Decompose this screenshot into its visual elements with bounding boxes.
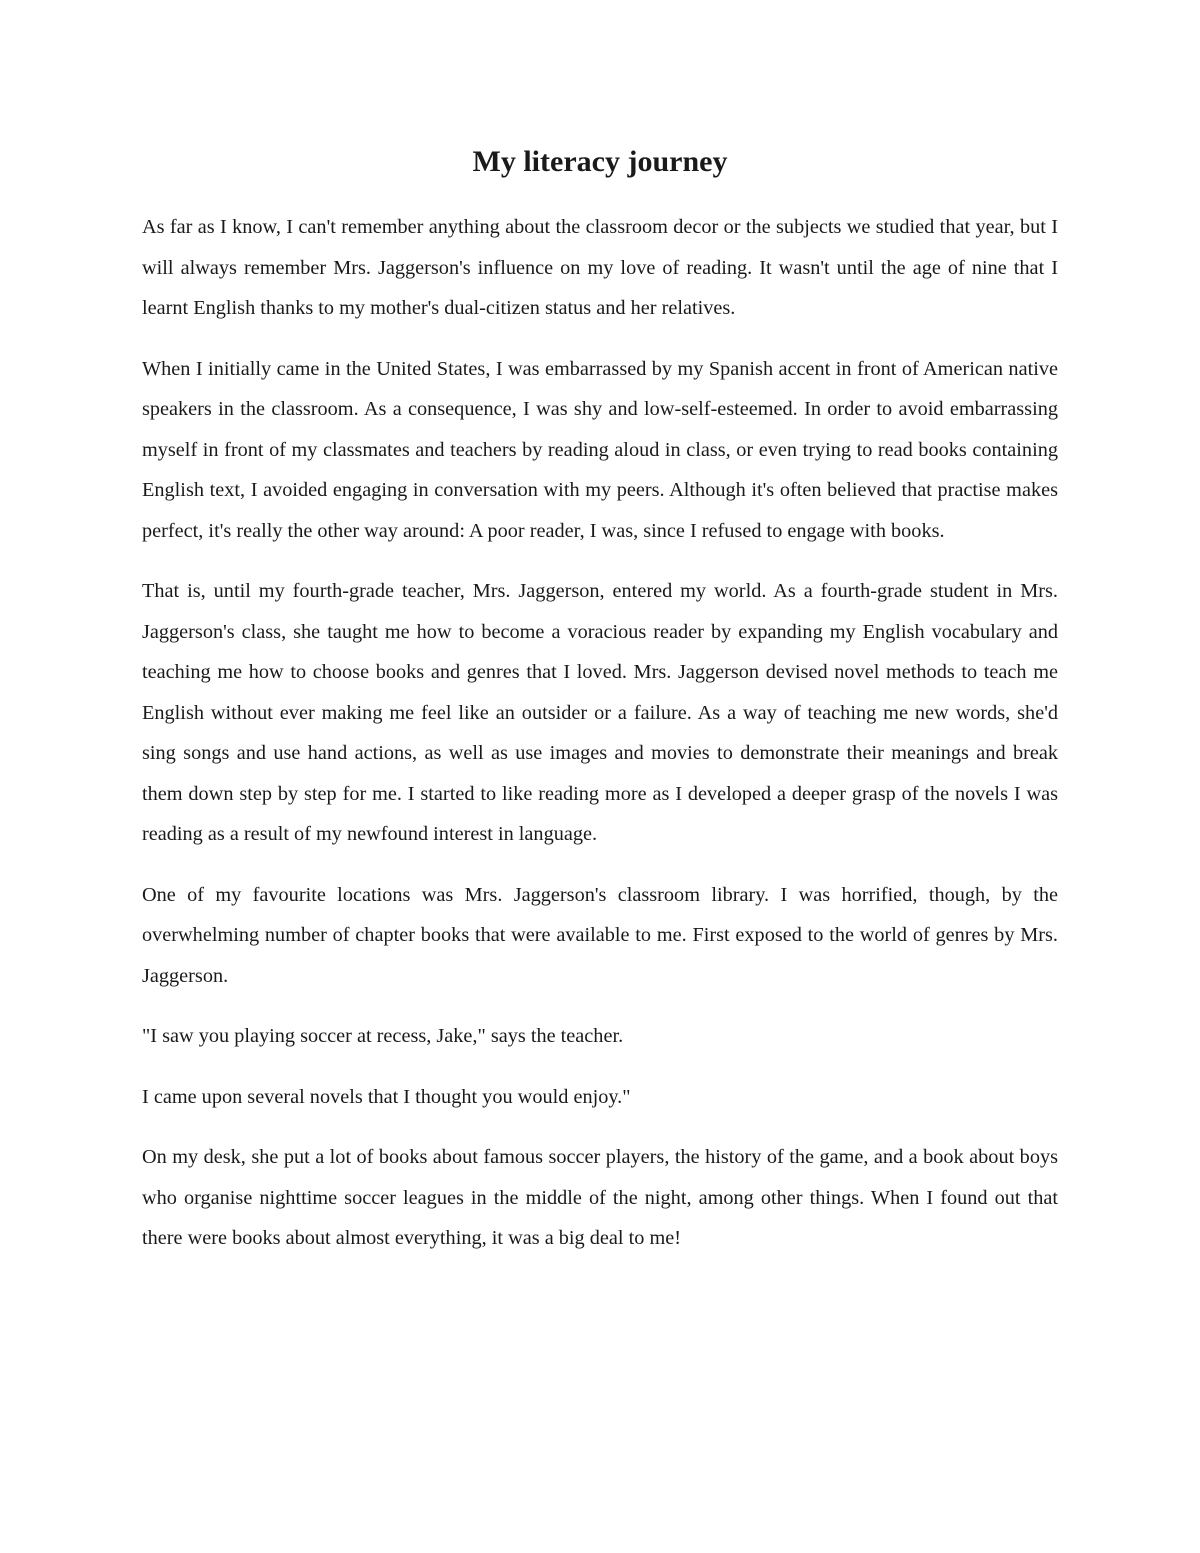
paragraph-3: That is, until my fourth-grade teacher, Mrs. Jaggerson, entered my world. As a fourth-grade student in Mrs. Jaggerson's class, she taught me how to become a voracious reader by expanding my English vocabulary and teaching me how to choose books and genres that I loved. Mrs. Jaggerson devised novel methods to teach me English without ever making me feel like an outsider or a failure. As a way of teaching me new words, she'd sing songs and use hand actions, as well as use images and movies to demonstrate their meanings and break them down step by step for me. I started to like reading more as I developed a deeper grasp of the novels I was reading as a result of my newfound interest in language. (142, 580, 1058, 845)
document-page (142, 142, 1058, 1279)
paragraph-1: As far as I know, I can't remember anything about the classroom decor or the subjects we studied that year, but I will always remember Mrs. Jaggerson's influence on my love of reading. It wasn't until the age of nine that I learnt English thanks to my mother's dual-citizen status and her relatives. (142, 216, 1058, 319)
paragraph-6: I came upon several novels that I thought you would enjoy." (142, 1085, 631, 1108)
paragraph-2: When I initially came in the United States, I was embarrassed by my Spanish accent in front of American native speakers in the classroom. As a consequence, I was shy and low-self-esteemed. In order to avoid embarrassing myself in front of my classmates and teachers by reading aloud in class, or even trying to read books containing English text, I avoided engaging in conversation with my peers. Although it's often believed that practise makes perfect, it's really the other way around: A poor reader, I was, since I refused to engage with books. (142, 357, 1058, 542)
paragraph-7: On my desk, she put a lot of books about famous soccer players, the history of the game, and a book about boys who organise nighttime soccer leagues in the middle of the night, among other things. When I found out that there were books about almost everything, it was a big deal to me! (142, 1146, 1058, 1249)
document-title: My literacy journey (472, 145, 728, 178)
paragraph-4: One of my favourite locations was Mrs. Jaggerson's classroom library. I was horrified, though, by the overwhelming number of chapter books that were available to me. First exposed to the world of genres by Mrs. Jaggerson. (142, 883, 1058, 987)
paragraph-5: "I saw you playing soccer at recess, Jake," says the teacher. (142, 1025, 624, 1047)
